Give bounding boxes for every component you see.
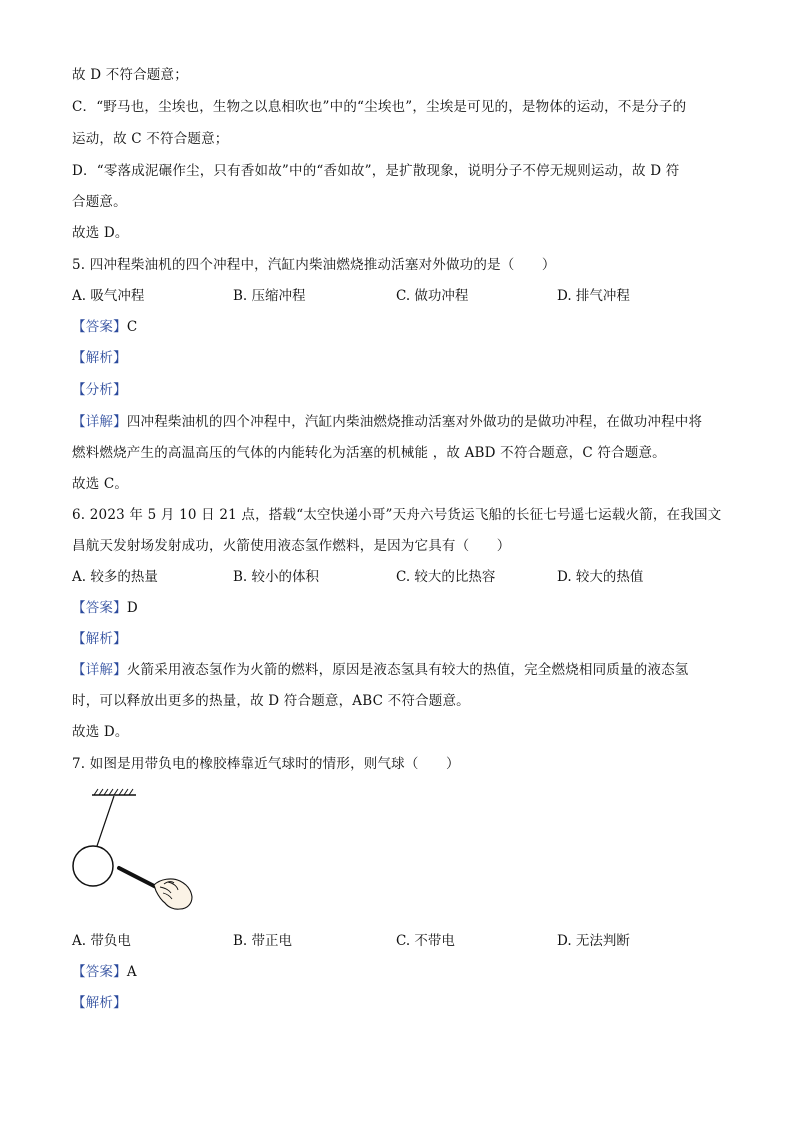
q6-answer	[72, 599, 138, 617]
text-line: 故 D 不符合题意；	[72, 67, 188, 83]
q5-detail	[72, 413, 702, 431]
answer-tag: 【答案】	[72, 600, 127, 616]
q6-option-a: A. 较多的热量	[72, 569, 158, 585]
q6-detail-2: 时，可以释放出更多的热量，故 D 符合题意，ABC 不符合题意。	[72, 693, 470, 709]
ceiling-hatch	[94, 789, 133, 795]
question-5-stem: 5. 四冲程柴油机的四个冲程中，汽缸内柴油燃烧推动活塞对外做功的是（ ）	[72, 257, 556, 273]
q7-option-d: D. 无法判断	[557, 933, 630, 949]
detail-tag: 【详解】	[72, 414, 127, 430]
detail-text: 火箭采用液态氢作为火箭的燃料，原因是液态氢具有较大的热值，完全燃烧相同质量的液态氢	[126, 662, 689, 678]
text-line: 故选 D。	[72, 225, 129, 241]
detail-tag: 【详解】	[72, 662, 127, 678]
q5-fenxi-tag: 【分析】	[72, 382, 127, 398]
text-line: C．“野马也，尘埃也，生物之以息相吹也”中的“尘埃也”，尘埃是可见的，是物体的运动，不是分子的	[72, 99, 687, 115]
q5-detail-2: 燃料燃烧产生的高温高压的气体的内能转化为活塞的机械能 ，故 ABD 不符合题意，C 符合题意。	[72, 445, 666, 461]
q7-option-c: C. 不带电	[396, 933, 455, 949]
string-line	[97, 796, 114, 846]
q7-answer	[72, 963, 137, 981]
q5-analysis-tag: 【解析】	[72, 350, 127, 366]
text-line: 合题意。	[72, 194, 127, 210]
q5-option-d: D. 排气冲程	[557, 288, 630, 304]
q6-detail	[72, 661, 689, 679]
question-6-stem-2: 昌航天发射场发射成功，火箭使用液态氢作燃料，是因为它具有（ ）	[72, 538, 511, 554]
q6-option-c: C. 较大的比热容	[396, 569, 496, 585]
detail-text: 四冲程柴油机的四个冲程中，汽缸内柴油燃烧推动活塞对外做功的是做功冲程，在做功冲程中将	[126, 414, 703, 430]
question-6-stem: 6. 2023 年 5 月 10 日 21 点，搭载“太空快递小哥”天舟六号货运飞船的长征七号遥七运载火箭，在我国文	[72, 507, 722, 523]
q7-option-a: A. 带负电	[72, 933, 131, 949]
q5-conclusion: 故选 C。	[72, 476, 129, 492]
q5-option-b: B. 压缩冲程	[233, 288, 306, 304]
answer-value: C	[126, 319, 138, 335]
answer-value: A	[126, 964, 137, 980]
balloon	[73, 846, 113, 886]
answer-value: D	[126, 600, 138, 616]
q7-option-b: B. 带正电	[233, 933, 293, 949]
q7-analysis-tag: 【解析】	[72, 995, 127, 1011]
q6-option-d: D. 较大的热值	[557, 569, 644, 585]
q6-analysis-tag: 【解析】	[72, 631, 127, 647]
q5-option-c: C. 做功冲程	[396, 288, 469, 304]
q5-answer	[72, 318, 137, 336]
q6-option-b: B. 较小的体积	[233, 569, 320, 585]
question-7-stem: 7. 如图是用带负电的橡胶棒靠近气球时的情形，则气球（ ）	[72, 756, 460, 772]
answer-tag: 【答案】	[72, 964, 127, 980]
answer-tag: 【答案】	[72, 319, 127, 335]
q6-conclusion: 故选 D。	[72, 724, 129, 740]
balloon-rod-figure	[68, 785, 198, 920]
text-line: 运动，故 C 不符合题意；	[72, 131, 229, 147]
q5-option-a: A. 吸气冲程	[72, 288, 145, 304]
text-line: D．“零落成泥碾作尘，只有香如故”中的“香如故”，是扩散现象，说明分子不停无规则运动，故 D 符	[72, 163, 680, 179]
